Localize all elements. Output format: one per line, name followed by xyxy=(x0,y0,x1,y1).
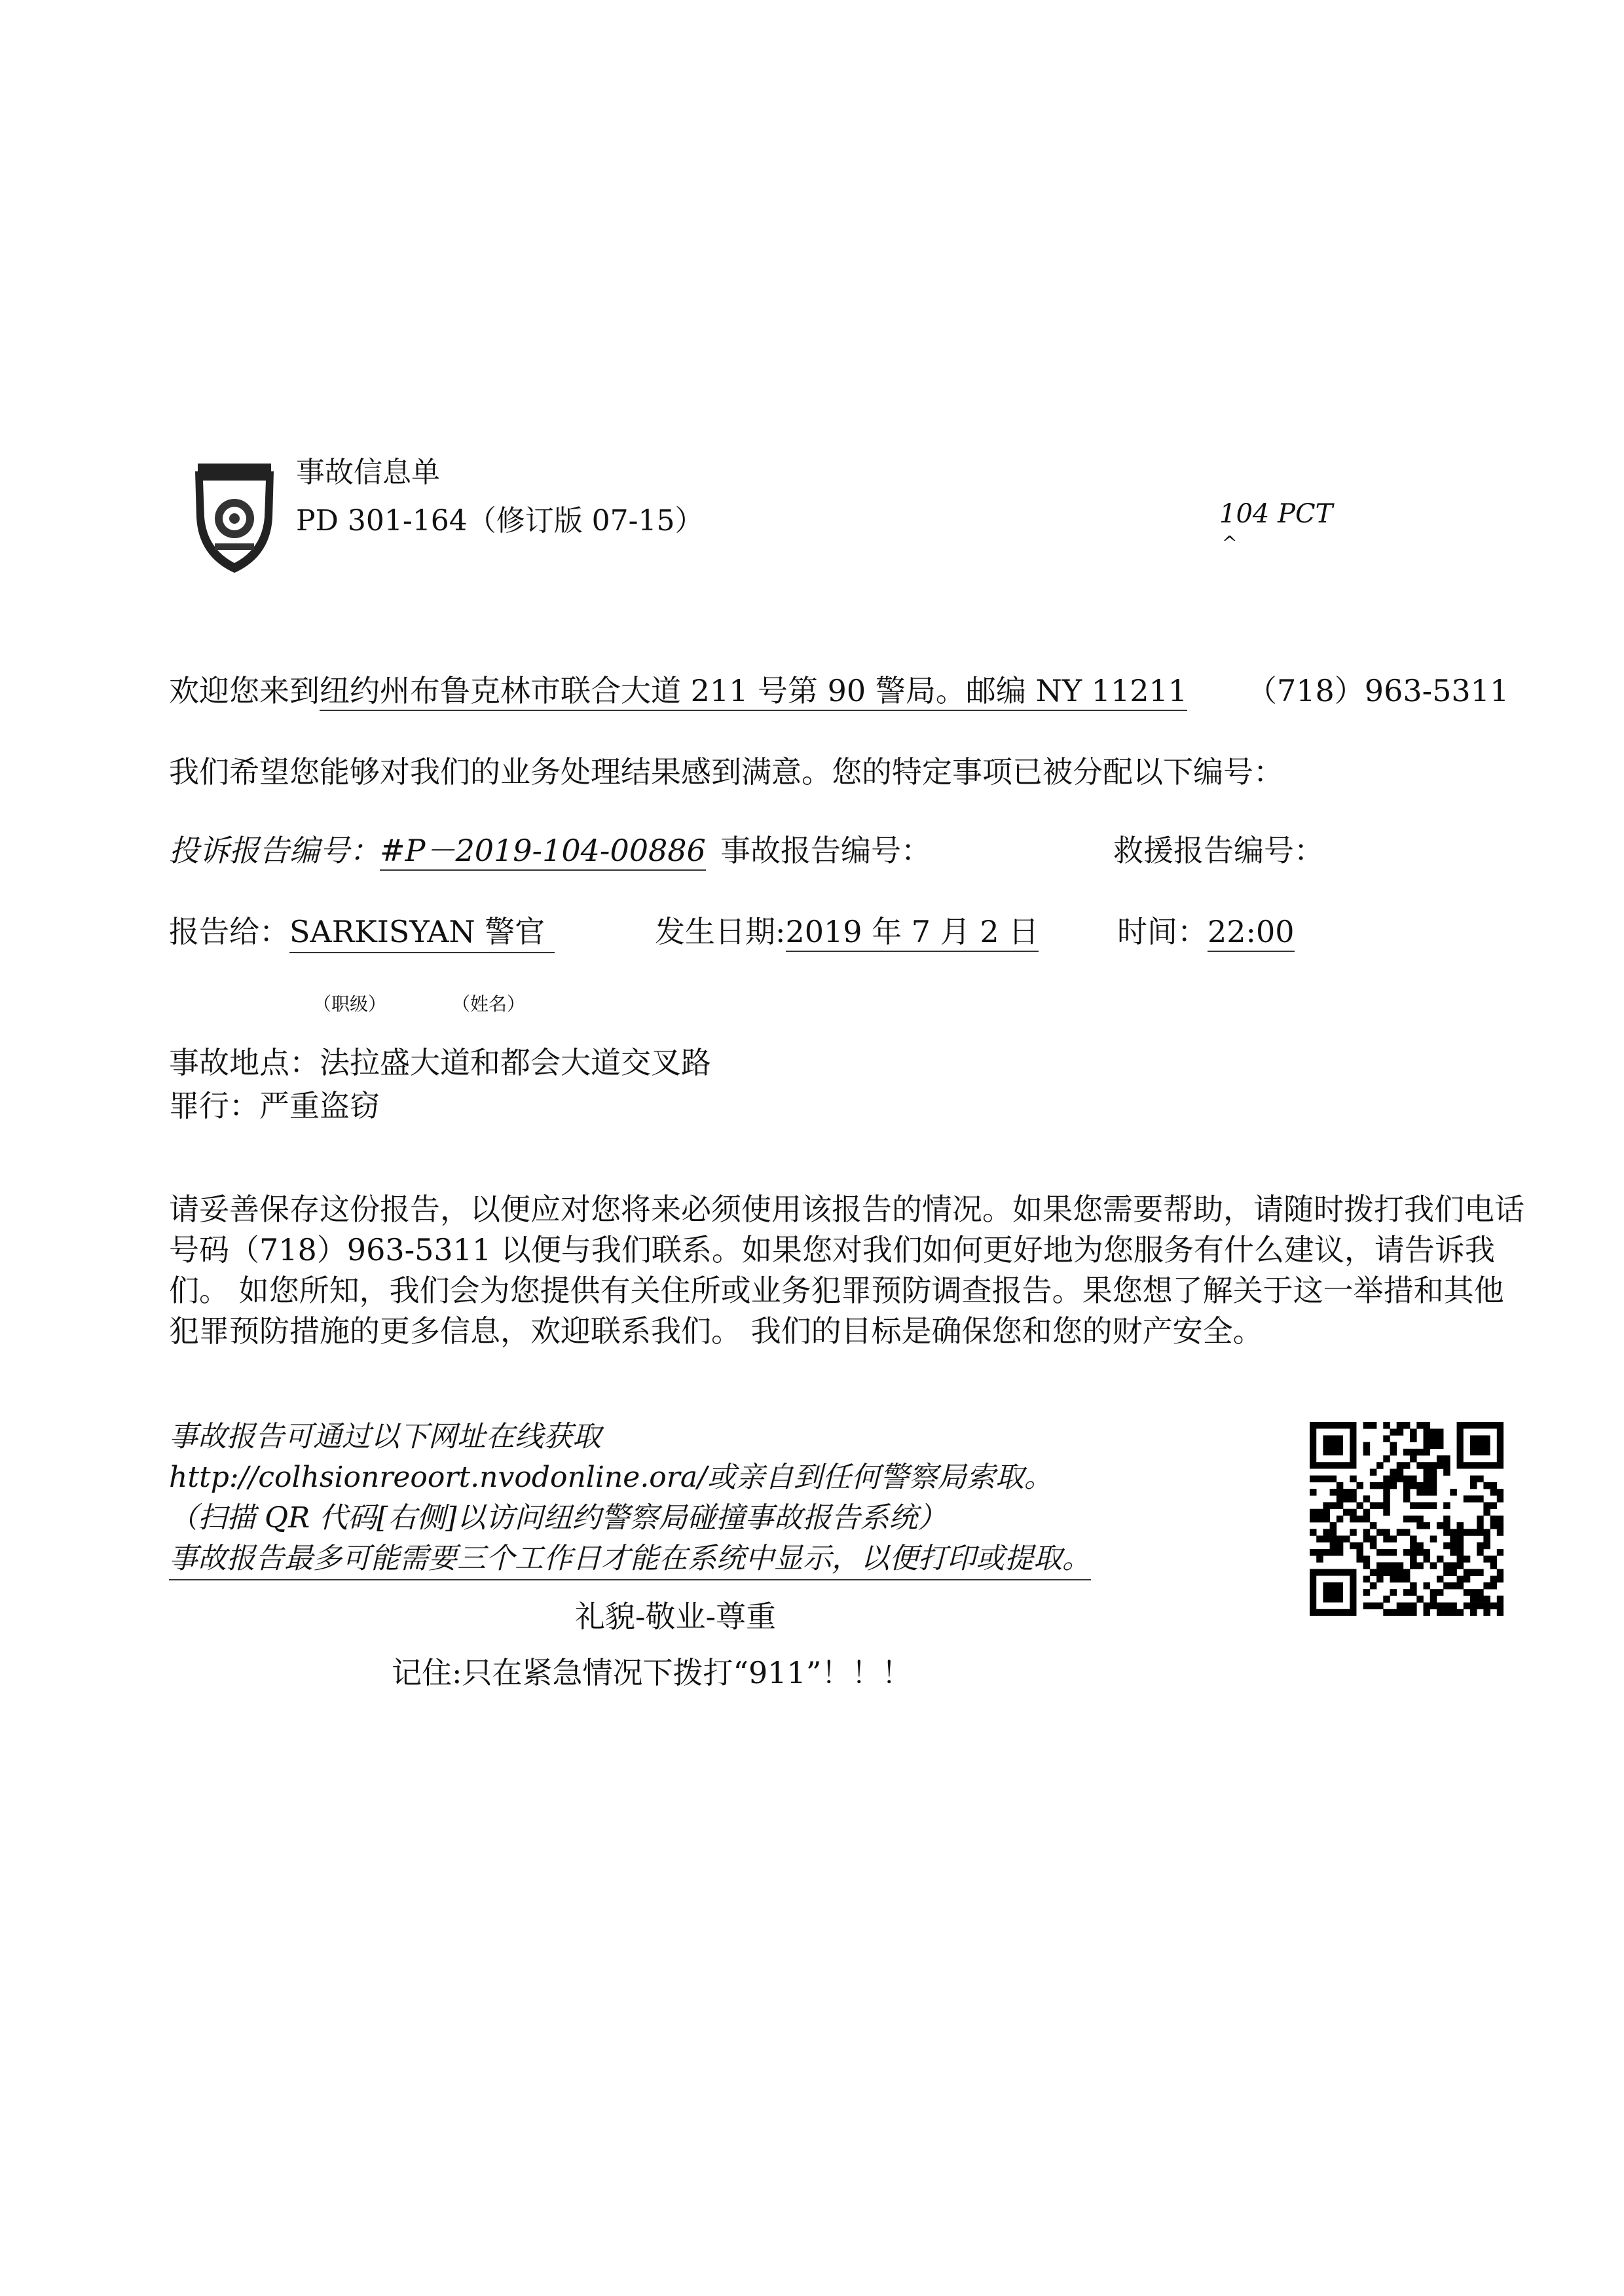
occurrence-time-label: 时间： xyxy=(1117,914,1208,949)
online-line-4: 事故报告最多可能需要三个工作日才能在系统中显示，以便打印或提取。 xyxy=(169,1539,1091,1580)
precinct-mark: ^ xyxy=(1222,532,1238,554)
incident-number-label: 事故报告编号： xyxy=(720,833,931,868)
occurrence-date-label: 发生日期: xyxy=(655,914,786,949)
rank-caption: （职级） xyxy=(313,993,387,1015)
complaint-number-label: 投诉报告编号： xyxy=(169,833,380,868)
welcome-prefix: 欢迎您来到 xyxy=(169,673,320,708)
rescue-number xyxy=(1113,831,1324,869)
occurrence-time-value: 22:00 xyxy=(1208,914,1295,952)
precinct-label: 104 PCT xyxy=(1219,499,1333,529)
nypd-seal-icon xyxy=(189,458,280,576)
emergency-reminder: 记住:只在紧急情况下拨打“911”！！！ xyxy=(392,1655,912,1690)
welcome-line xyxy=(169,672,1187,710)
online-url-line: http://colhsionreoort.nvodonline.ora/或亲自到任何警察局索取。 xyxy=(169,1461,1053,1494)
reported-to-value: SARKISYAN 警官 xyxy=(289,913,555,953)
online-access-block xyxy=(169,1417,1243,1580)
body-paragraph: 请妥善保存这份报告，以便应对您将来必须使用该报告的情况。如果您需要帮助，请随时拨打我们电话号码（718）963-5311 以便与我们联系。如果您对我们如何更好地为您服务有什么建议，请告诉我们。 如您所知，我们会为您提供有关住所或业务犯罪预防调查报告。果您想了解关于这一举措和其他犯罪预防措施的更多信息，欢迎联系我们。 我们的目标是确保您和您的财产安全。 xyxy=(169,1192,1524,1349)
offense: 罪行：严重盗窃 xyxy=(169,1088,380,1123)
name-caption: （姓名） xyxy=(452,993,526,1015)
occurrence-date xyxy=(655,913,1039,951)
online-line-1: 事故报告可通过以下网址在线获取 xyxy=(169,1420,601,1453)
incident-location: 事故地点：法拉盛大道和都会大道交叉路 xyxy=(169,1045,711,1080)
complaint-number-value: #P－2019-104-00886 xyxy=(380,833,706,871)
intro-line: 我们希望您能够对我们的业务处理结果感到满意。您的特定事项已被分配以下编号： xyxy=(169,754,1283,790)
reported-to-label: 报告给： xyxy=(169,914,289,949)
complaint-number xyxy=(169,831,706,869)
rescue-number-label: 救援报告编号： xyxy=(1113,833,1324,868)
form-code: PD 301-164（修订版 07-15） xyxy=(296,504,704,538)
incident-number xyxy=(720,831,931,869)
station-address: 纽约州布鲁克林市联合大道 211 号第 90 警局。邮编 NY 11211 xyxy=(320,673,1187,711)
motto: 礼貌-敬业-尊重 xyxy=(575,1599,777,1634)
occurrence-date-value: 2019 年 7 月 2 日 xyxy=(786,914,1039,952)
station-phone: （718）963-5311 xyxy=(1247,673,1509,708)
form-title: 事故信息单 xyxy=(296,456,440,489)
occurrence-time xyxy=(1117,913,1295,951)
qr-instruction-line: （扫描 QR 代码[右侧]以访问纽约警察局碰撞事故报告系统） xyxy=(169,1501,947,1535)
qr-code-icon[interactable] xyxy=(1310,1422,1504,1616)
reported-to xyxy=(169,913,555,953)
